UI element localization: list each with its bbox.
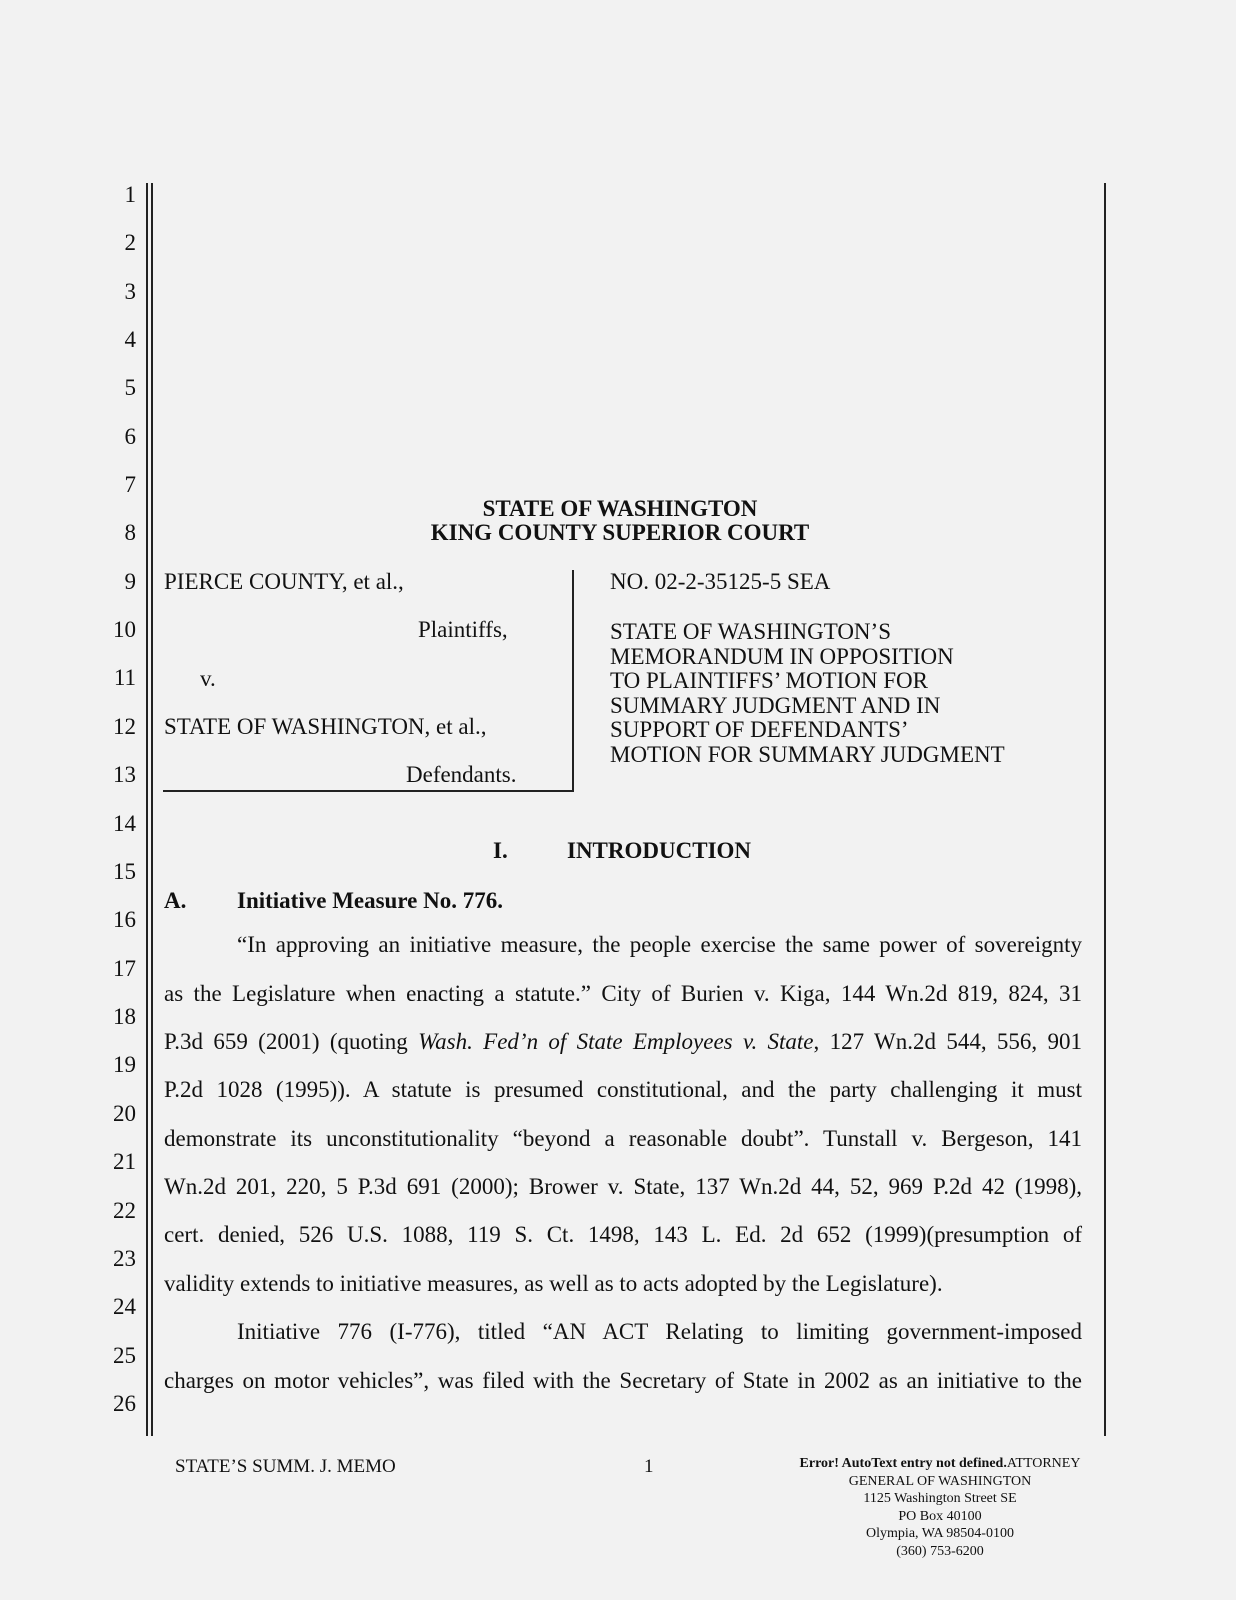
defendant-role: Defendants. xyxy=(406,762,517,787)
line-number: 6 xyxy=(124,424,136,449)
body-line: Initiative 776 (I-776), titled “AN ACT Relating to limiting government-imposed xyxy=(237,1319,1082,1344)
section-title: INTRODUCTION xyxy=(567,838,752,863)
body-line: P.2d 1028 (1995)). A statute is presumed constitutional, and the party challenging it must xyxy=(164,1077,1082,1102)
line-number: 24 xyxy=(113,1294,136,1319)
section-number: I. xyxy=(493,838,508,863)
line-number: 11 xyxy=(113,665,136,690)
document-title-line: SUPPORT OF DEFENDANTS’ xyxy=(610,717,909,742)
body-line: as the Legislature when enacting a statute.” City of Burien v. Kiga, 144 Wn.2d 819, 824, 31 xyxy=(164,981,1082,1006)
line-number: 20 xyxy=(113,1101,136,1126)
line-number: 22 xyxy=(113,1198,136,1223)
line-number: 25 xyxy=(113,1343,136,1368)
line-number: 15 xyxy=(113,859,136,884)
document-title xyxy=(610,620,1005,767)
line-number: 2 xyxy=(124,230,136,255)
defendant-name: STATE OF WASHINGTON, et al., xyxy=(164,714,487,739)
body-line: charges on motor vehicles”, was filed with the Secretary of State in 2002 as an initiative to the xyxy=(164,1368,1082,1393)
footer-street: 1125 Washington Street SE xyxy=(863,1491,1017,1506)
line-number: 3 xyxy=(124,279,136,304)
line-number: 19 xyxy=(113,1052,136,1077)
line-number: 14 xyxy=(113,811,136,836)
body-line xyxy=(164,1027,1082,1057)
line-number: 23 xyxy=(113,1246,136,1271)
document-title-line: MEMORANDUM IN OPPOSITION xyxy=(610,643,954,669)
body-line: demonstrate its unconstitutionality “beyond a reasonable doubt”. Tunstall v. Bergeson, 141 xyxy=(164,1126,1082,1151)
right-margin-rule xyxy=(1104,183,1106,1436)
body-text: , 127 Wn.2d 544, 556, 901 xyxy=(813,1029,1083,1054)
line-number: 16 xyxy=(113,907,136,932)
line-number: 26 xyxy=(113,1391,136,1416)
caption-divider-bottom xyxy=(163,790,574,792)
court-name-line-1: STATE OF WASHINGTON xyxy=(482,496,758,521)
line-number: 12 xyxy=(113,714,136,739)
subsection-letter: A. xyxy=(164,888,187,913)
footer-firm-line-1 xyxy=(780,1455,1100,1473)
firm-name-part: ATTORNEY xyxy=(1006,1456,1081,1471)
left-margin-rule-inner xyxy=(151,183,153,1436)
body-line: validity extends to initiative measures, as well as to acts adopted by the Legislature). xyxy=(164,1271,943,1296)
footer-firm-block xyxy=(780,1455,1100,1560)
line-number: 4 xyxy=(124,327,136,352)
footer-phone: (360) 753-6200 xyxy=(896,1543,984,1559)
line-number: 13 xyxy=(113,762,136,787)
court-name-line-2: KING COUNTY SUPERIOR COURT xyxy=(430,520,810,545)
footer-document-title: STATE’S SUMM. J. MEMO xyxy=(175,1456,396,1477)
versus: v. xyxy=(200,666,216,691)
line-number: 21 xyxy=(113,1149,136,1174)
line-number: 7 xyxy=(124,472,136,497)
footer-po-box: PO Box 40100 xyxy=(898,1508,982,1524)
body-line: “In approving an initiative measure, the people exercise the same power of sovereignty xyxy=(237,932,1082,957)
subsection-title: Initiative Measure No. 776. xyxy=(237,888,503,913)
plaintiff-role: Plaintiffs, xyxy=(418,617,508,642)
case-number: NO. 02-2-35125-5 SEA xyxy=(610,569,831,594)
line-number: 5 xyxy=(124,375,136,400)
footer-city: Olympia, WA 98504-0100 xyxy=(866,1526,1014,1541)
body-line: cert. denied, 526 U.S. 1088, 119 S. Ct. 1498, 143 L. Ed. 2d 652 (1999)(presumption of xyxy=(164,1222,1082,1247)
document-title-line: MOTION FOR SUMMARY JUDGMENT xyxy=(610,741,1005,767)
footer-page-number: 1 xyxy=(644,1456,654,1477)
line-number: 8 xyxy=(124,520,136,545)
document-title-line: SUMMARY JUDGMENT AND IN xyxy=(610,692,941,718)
line-number: 1 xyxy=(124,182,136,207)
autotext-error: Error! AutoText entry not defined. xyxy=(799,1456,1007,1471)
document-title-line: TO PLAINTIFFS’ MOTION FOR xyxy=(610,668,928,693)
plaintiff-name: PIERCE COUNTY, et al., xyxy=(164,569,404,594)
line-number: 17 xyxy=(113,956,136,981)
line-number: 18 xyxy=(113,1004,136,1029)
footer-firm-line-2: GENERAL OF WASHINGTON xyxy=(848,1473,1032,1489)
line-number: 9 xyxy=(124,569,136,594)
line-number: 10 xyxy=(113,617,136,642)
case-citation-italic: Wash. Fed’n of State Employees v. State xyxy=(418,1029,814,1054)
body-text: P.3d 659 (2001) (quoting xyxy=(164,1029,419,1054)
body-line: Wn.2d 201, 220, 5 P.3d 691 (2000); Brower v. State, 137 Wn.2d 44, 52, 969 P.2d 42 (1998), xyxy=(164,1174,1082,1199)
left-margin-rule-outer xyxy=(146,183,148,1436)
caption-divider-vertical xyxy=(572,570,574,792)
document-title-line: STATE OF WASHINGTON’S xyxy=(610,619,891,644)
